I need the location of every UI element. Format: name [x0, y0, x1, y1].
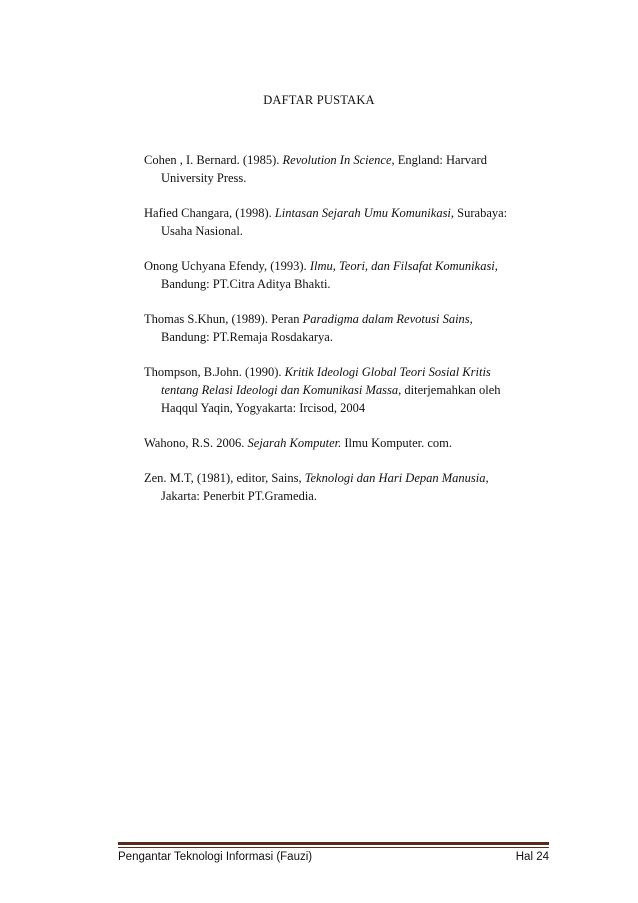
reference-item [144, 151, 524, 187]
reference-item [144, 469, 524, 505]
reference-item [144, 257, 524, 293]
reference-text: Bandung: PT.Remaja Rosdakarya. [161, 330, 333, 344]
reference-text: Zen. M.T, (1981), editor, Sains, [144, 471, 305, 485]
reference-text: Hafied Changara, (1998). [144, 206, 275, 220]
reference-item [144, 204, 524, 240]
reference-text: Ilmu Komputer. com. [341, 436, 453, 450]
reference-text: Jakarta: Penerbit PT.Gramedia. [161, 489, 317, 503]
reference-title: Revolution In Science [282, 153, 392, 167]
reference-item [144, 363, 524, 417]
reference-list [144, 151, 524, 522]
reference-text: , England: Harvard University Press. [161, 153, 487, 185]
reference-text: Wahono, R.S. 2006. [144, 436, 248, 450]
reference-item [144, 310, 524, 346]
reference-title: Lintasan Sejarah Umu Komunikasi [274, 206, 451, 220]
reference-title: Kritik Ideologi Global Teori Sosial Kritis tentang Relasi Ideologi dan Komunikasi Massa, [161, 365, 491, 397]
footer-divider-thin [118, 847, 549, 848]
footer-title: Pengantar Teknologi Informasi (Fauzi) [118, 851, 313, 863]
reference-text: Onong Uchyana Efendy, (1993). [144, 259, 310, 273]
reference-text: diterjemahkan oleh Haqqul Yaqin, Yogyakarta: Ircisod, 2004 [161, 383, 501, 415]
footer-divider [118, 842, 549, 845]
reference-title: Paradigma dalam Revotusi Sains, [302, 312, 473, 326]
reference-title: Teknologi dan Hari Depan Manusia, [304, 471, 489, 485]
page-footer [118, 851, 549, 863]
reference-text: Bandung: PT.Citra Aditya Bhakti. [161, 277, 331, 291]
reference-text: Cohen , I. Bernard. (1985). [144, 153, 283, 167]
reference-item [144, 434, 524, 452]
reference-title: Sejarah Komputer. [247, 436, 342, 450]
reference-text: Thompson, B.John. (1990). [144, 365, 285, 379]
reference-title: Ilmu, Teori, dan Filsafat Komunikasi, [309, 259, 498, 273]
page-number: Hal 24 [515, 851, 549, 863]
reference-text: Thomas S.Khun, (1989). Peran [144, 312, 303, 326]
page-title: DAFTAR PUSTAKA [263, 93, 375, 107]
reference-text: , Surabaya: Usaha Nasional. [161, 206, 508, 238]
